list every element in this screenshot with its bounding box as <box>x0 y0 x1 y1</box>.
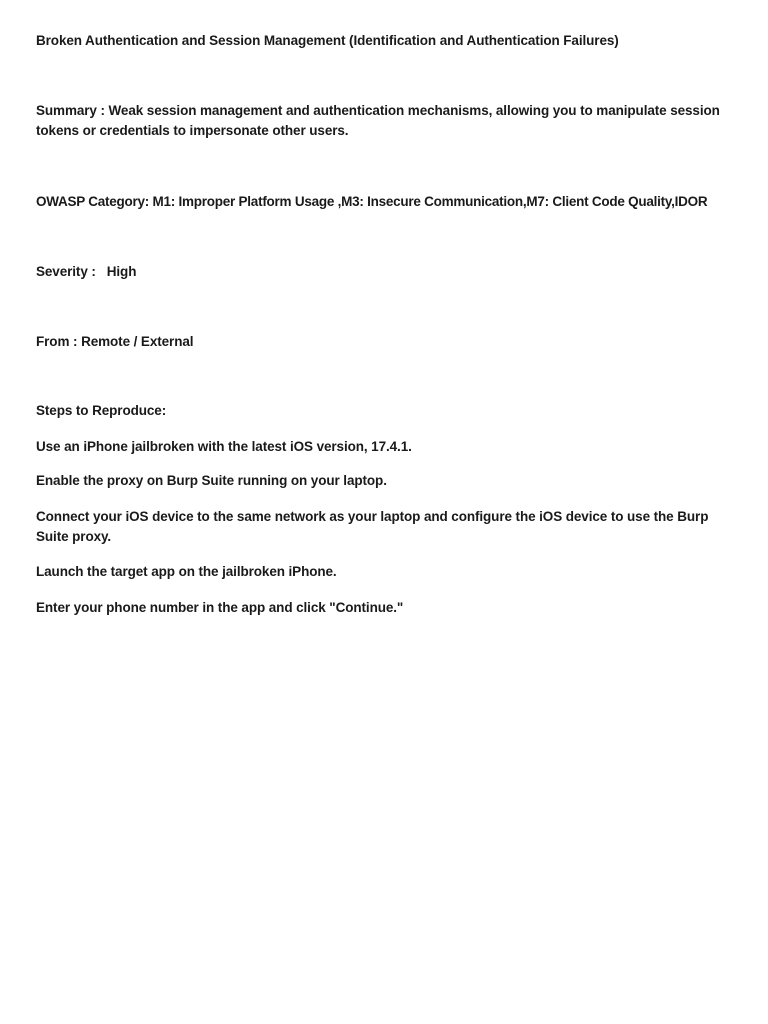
owasp-category-label: OWASP Category: <box>36 194 150 209</box>
step-item: Connect your iOS device to the same network as your laptop and configure the iOS device to use the Burp Suite proxy. <box>36 509 709 544</box>
owasp-category-line <box>36 192 726 212</box>
severity-label: Severity : <box>36 264 96 279</box>
summary-paragraph <box>36 101 726 141</box>
from-label: From : <box>36 334 78 349</box>
summary-label: Summary : <box>36 103 105 118</box>
from-line <box>36 332 726 352</box>
owasp-category-text: M1: Improper Platform Usage ,M3: Insecure Communication,M7: Client Code Quality,IDOR <box>152 194 708 209</box>
summary-text: Weak session management and authentication mechanisms, allowing you to manipulate session tokens or credentials to impersonate other users. <box>36 103 720 138</box>
step-item: Use an iPhone jailbroken with the latest iOS version, 17.4.1. <box>36 439 412 454</box>
step-item: Enable the proxy on Burp Suite running on your laptop. <box>36 473 387 488</box>
severity-line <box>36 262 726 282</box>
severity-value: High <box>106 264 137 279</box>
document-title: Broken Authentication and Session Management (Identification and Authentication Failures) <box>36 33 619 48</box>
from-value: Remote / External <box>81 334 194 349</box>
step-item: Enter your phone number in the app and click "Continue." <box>36 600 404 615</box>
steps-heading: Steps to Reproduce: <box>36 403 167 418</box>
step-item: Launch the target app on the jailbroken iPhone. <box>36 564 337 579</box>
